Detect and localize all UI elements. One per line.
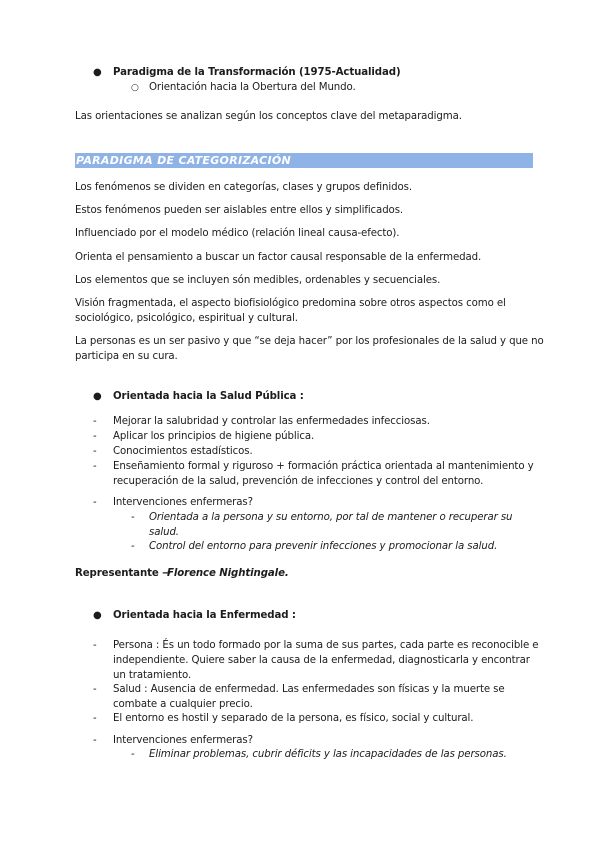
- interventions-label: Intervenciones enfermeras?: [113, 497, 253, 508]
- dash-icon: -: [131, 749, 135, 760]
- dash-icon: -: [93, 497, 97, 508]
- list-item: independiente. Quiere saber la causa de la enfermedad, diagnosticarla y encontrar: [113, 655, 530, 666]
- orientations-analysis: Las orientaciones se analizan según los conceptos clave del metaparadigma.: [75, 111, 462, 122]
- list-item: Enseñamiento formal y riguroso + formación práctica orientada al mantenimiento y: [113, 461, 534, 472]
- sub-list-item: Eliminar problemas, cubrir déficits y las incapacidades de las personas.: [149, 749, 507, 760]
- bullet-icon: ●: [93, 391, 102, 402]
- dash-icon: -: [93, 416, 97, 427]
- bullet-icon: ●: [93, 67, 102, 78]
- list-item: un tratamiento.: [113, 670, 192, 681]
- interventions-label: Intervenciones enfermeras?: [113, 735, 253, 746]
- paragraph: La personas es un ser pasivo y que “se deja hacer” por los profesionales de la salud y que no: [75, 336, 544, 347]
- dash-icon: -: [93, 735, 97, 746]
- paragraph: Orienta el pensamiento a buscar un factor causal responsable de la enfermedad.: [75, 252, 482, 263]
- sub-list-item: Orientada a la persona y su entorno, por tal de mantener o recuperar su: [149, 512, 513, 523]
- dash-icon: -: [93, 461, 97, 472]
- dash-icon: -: [93, 640, 97, 651]
- dash-icon: -: [93, 713, 97, 724]
- paragraph: sociológico, psicológico, espiritual y cultural.: [75, 313, 298, 324]
- disease-title: Orientada hacia la Enfermedad :: [113, 610, 296, 621]
- list-item: Conocimientos estadísticos.: [113, 446, 253, 457]
- dash-icon: -: [131, 512, 135, 523]
- circle-bullet-icon: ○: [131, 83, 139, 93]
- list-item: combate a cualquier precio.: [113, 699, 253, 710]
- paragraph: participa en su cura.: [75, 351, 178, 362]
- list-item: Aplicar los principios de higiene pública.: [113, 431, 315, 442]
- list-item: Persona : És un todo formado por la suma de sus partes, cada parte es reconocible e: [113, 640, 539, 651]
- dash-icon: -: [93, 431, 97, 442]
- dash-icon: -: [93, 446, 97, 457]
- paragraph: Estos fenómenos pueden ser aislables entre ellos y simplificados.: [75, 205, 404, 216]
- dash-icon: -: [93, 684, 97, 695]
- paragraph: Influenciado por el modelo médico (relación lineal causa-efecto).: [75, 228, 400, 239]
- sub-list-item: Control del entorno para prevenir infecciones y promocionar la salud.: [149, 541, 498, 552]
- dash-icon: -: [131, 541, 135, 552]
- representative-label: Representante →: [75, 568, 171, 579]
- paragraph: Visión fragmentada, el aspecto biofisiológico predomina sobre otros aspectos como el: [75, 298, 506, 309]
- section-heading: PARADIGMA DE CATEGORIZACIÓN: [76, 154, 292, 167]
- list-item: El entorno es hostil y separado de la persona, es físico, social y cultural.: [113, 713, 474, 724]
- sub-list-item: salud.: [149, 527, 179, 538]
- paragraph: Los elementos que se incluyen són medibles, ordenables y secuenciales.: [75, 275, 441, 286]
- paradigm-transformation: Paradigma de la Transformación (1975-Actualidad): [113, 67, 401, 78]
- bullet-icon: ●: [93, 610, 102, 621]
- paragraph: Los fenómenos se dividen en categorías, clases y grupos definidos.: [75, 182, 412, 193]
- list-item: Salud : Ausencia de enfermedad. Las enfermedades son físicas y la muerte se: [113, 684, 505, 695]
- public-health-title: Orientada hacia la Salud Pública :: [113, 391, 304, 402]
- representative-name: Florence Nightingale.: [167, 568, 289, 579]
- list-item: recuperación de la salud, prevención de infecciones y control del entorno.: [113, 476, 484, 487]
- list-item: Mejorar la salubridad y controlar las enfermedades infecciosas.: [113, 416, 430, 427]
- orientation-world: Orientación hacia la Obertura del Mundo.: [149, 82, 356, 93]
